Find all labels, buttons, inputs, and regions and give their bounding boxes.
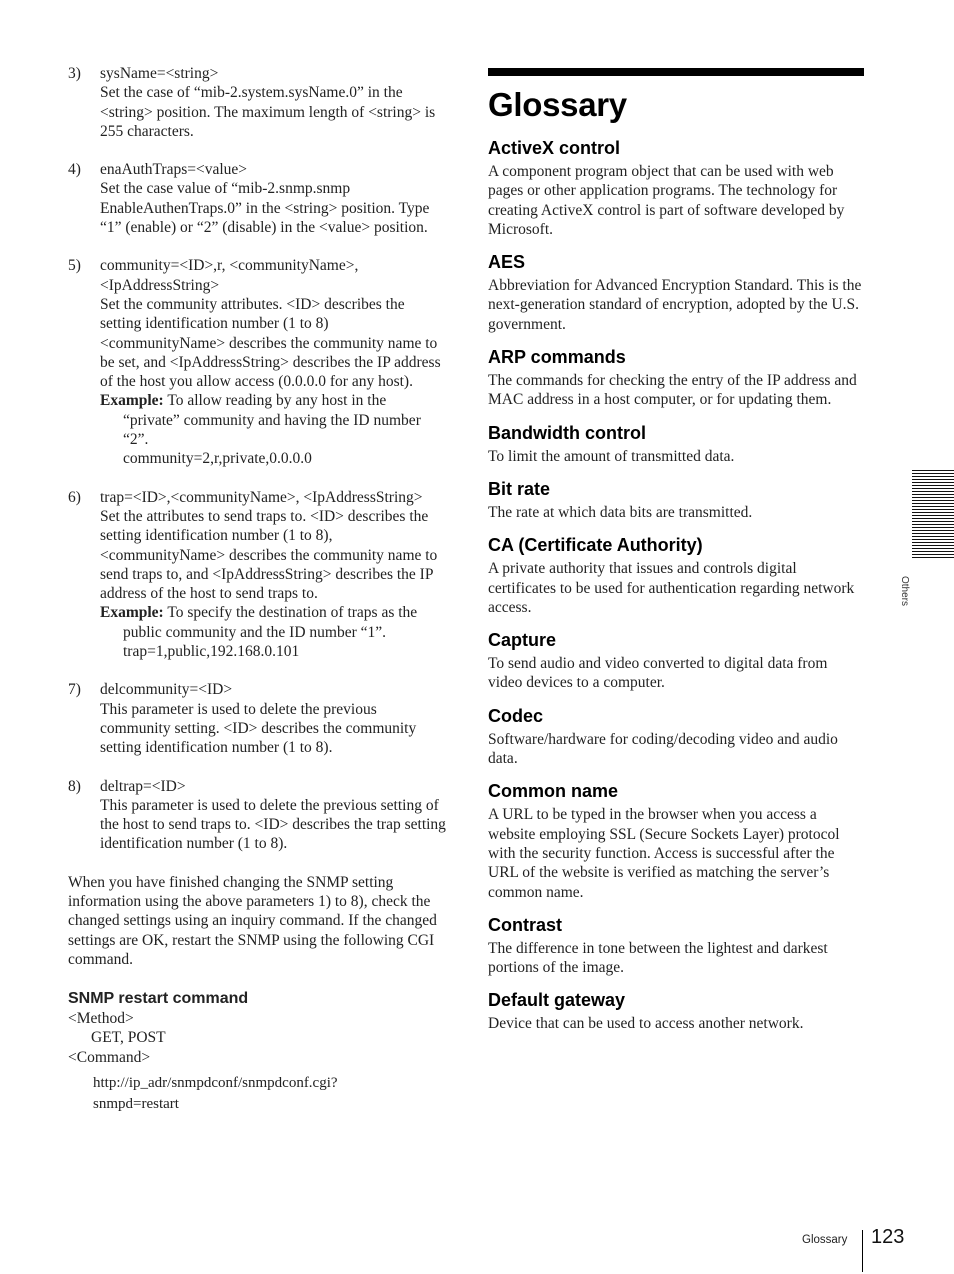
- glossary-entry: [488, 989, 864, 1033]
- glossary-entry: [488, 346, 864, 410]
- section-tab: [912, 470, 954, 560]
- footer-divider: [862, 1230, 863, 1272]
- glossary-term: ARP commands: [488, 347, 626, 368]
- method-label: <Method>: [68, 1010, 134, 1028]
- glossary-definition: The difference in tone between the lightest and darkest portions of the image.: [488, 939, 828, 977]
- snmp-restart-heading: SNMP restart command: [68, 990, 249, 1008]
- glossary-definition: A component program object that can be used with web pages or other application programs. The technology for creating ActiveX control is part of software developed by Microsoft.: [488, 163, 845, 238]
- glossary-definition: Abbreviation for Advanced Encryption Standard. This is the next-generation standard of encryption, adopted by the U.S. government.: [488, 277, 862, 333]
- param-syntax: enaAuthTraps=<value>: [100, 161, 248, 179]
- section-tab-stripes: [912, 470, 954, 560]
- param-syntax: delcommunity=<ID>: [100, 681, 233, 699]
- glossary-term: Bit rate: [488, 478, 551, 499]
- glossary-definition: The rate at which data bits are transmitted.: [488, 503, 753, 521]
- glossary-definition: Device that can be used to access another network.: [488, 1015, 804, 1033]
- item-number: 6): [68, 488, 81, 506]
- command-url-line: http://ip_adr/snmpdconf/snmpdconf.cgi?: [93, 1075, 338, 1092]
- glossary-definition: A private authority that issues and controls digital certificates to be used for authentication regarding network access.: [488, 560, 855, 616]
- glossary-definition: Software/hardware for coding/decoding video and audio data.: [488, 730, 838, 768]
- glossary-entry: [488, 478, 864, 522]
- param-item-8: [68, 777, 446, 854]
- example-block: [100, 603, 446, 642]
- glossary-definition: The commands for checking the entry of the IP address and MAC address in a host computer, or for updating them.: [488, 372, 857, 409]
- glossary-term: ActiveX control: [488, 138, 621, 158]
- footer-section-label: Glossary: [802, 1234, 848, 1246]
- item-number: 5): [68, 257, 81, 275]
- glossary-definition: To limit the amount of transmitted data.: [488, 447, 735, 465]
- param-description: Set the case value of “mib-2.snmp.snmp EnableAuthenTraps.0” in the <string> position. Type “1” (enable) or “2” (disable) in the <value> position.: [100, 180, 430, 237]
- item-number: 8): [68, 777, 81, 795]
- glossary-entry: [488, 780, 864, 901]
- item-number: 7): [68, 681, 81, 699]
- glossary-entry: [488, 914, 864, 978]
- command-url: [68, 1073, 446, 1115]
- section-tab-text: Others: [899, 576, 910, 607]
- example-text: To allow reading by any host in the “private” community and having the ID number “2”.: [123, 392, 421, 449]
- example-code: trap=1,public,192.168.0.101: [123, 643, 300, 661]
- command-url-line: snmpd=restart: [93, 1096, 179, 1113]
- param-description: Set the community attributes. <ID> describes the setting identification number (1 to 8) <communityName> describes the community name to be set, and <IpAddressString> describes the IP address of the host you allow access (0.0.0.0 for any host).: [100, 295, 441, 391]
- param-description: This parameter is used to delete the previous community setting. <ID> describes the community setting identification number (1 to 8).: [100, 700, 417, 757]
- glossary-term: Contrast: [488, 914, 563, 935]
- glossary-entry: [488, 534, 864, 617]
- param-syntax: community=<ID>,r, <communityName>,<IpAddressString>: [100, 257, 359, 294]
- param-description: Set the attributes to send traps to. <ID> describes the setting identification number (1 to 8), <communityName> describes the community name to send traps to, and <IpAddressString> describes the IP address of the host to send traps to.: [100, 507, 438, 603]
- example-label: Example:: [100, 392, 164, 410]
- param-syntax: sysName=<string>: [100, 65, 219, 82]
- section-tab-label: [899, 574, 930, 614]
- glossary-term: Common name: [488, 781, 619, 802]
- example-block: [100, 391, 446, 449]
- example-label: Example:: [100, 604, 164, 622]
- glossary-entry: [488, 629, 864, 693]
- glossary-entry: [488, 705, 864, 769]
- glossary-definition: A URL to be typed in the browser when you access a website employing SSL (Secure Sockets Layer) protocol with the security function. Access is successful after the URL of the website is verified as matching the server’s common name.: [488, 806, 840, 901]
- left-column: [68, 64, 446, 1115]
- glossary-term: CA (Certificate Authority): [488, 535, 703, 556]
- glossary-entry: [488, 137, 864, 239]
- param-description: Set the case of “mib-2.system.sysName.0” in the <string> position. The maximum length of <string> is 255 characters.: [100, 84, 436, 140]
- title-rule: [488, 68, 864, 76]
- glossary-term: Capture: [488, 630, 557, 651]
- method-value: GET, POST: [91, 1029, 166, 1047]
- glossary-entry: [488, 422, 864, 466]
- item-number: 4): [68, 161, 81, 179]
- example-text: To specify the destination of traps as the public community and the ID number “1”.: [123, 604, 418, 641]
- glossary-term: Bandwidth control: [488, 422, 646, 443]
- glossary-column: [488, 68, 864, 1034]
- param-item-5: [68, 256, 446, 468]
- param-item-3: [68, 64, 446, 141]
- glossary-definition: To send audio and video converted to digital data from video devices to a computer.: [488, 655, 828, 692]
- closing-paragraph: When you have finished changing the SNMP setting information using the above parameters 1) to 8), check the changed settings using an inquiry command. If the changed settings are OK, restart the SNMP using the following CGI command.: [68, 873, 437, 968]
- glossary-term: Default gateway: [488, 990, 626, 1011]
- param-item-4: [68, 160, 446, 237]
- glossary-entry: [488, 251, 864, 334]
- param-item-7: [68, 680, 446, 757]
- glossary-term: AES: [488, 252, 526, 273]
- command-label: <Command>: [68, 1048, 151, 1066]
- item-number: 3): [68, 65, 81, 82]
- glossary-term: Codec: [488, 705, 544, 726]
- example-code: community=2,r,private,0.0.0.0: [123, 450, 312, 468]
- param-syntax: trap=<ID>,<communityName>, <IpAddressString>: [100, 488, 423, 506]
- param-item-6: [68, 488, 446, 662]
- page-title: Glossary: [488, 86, 627, 123]
- page-number: 123: [871, 1226, 905, 1248]
- param-syntax: deltrap=<ID>: [100, 777, 186, 795]
- param-description: This parameter is used to delete the previous setting of the host to send traps to. <ID> describes the trap setting identification number (1 to 8).: [100, 796, 446, 853]
